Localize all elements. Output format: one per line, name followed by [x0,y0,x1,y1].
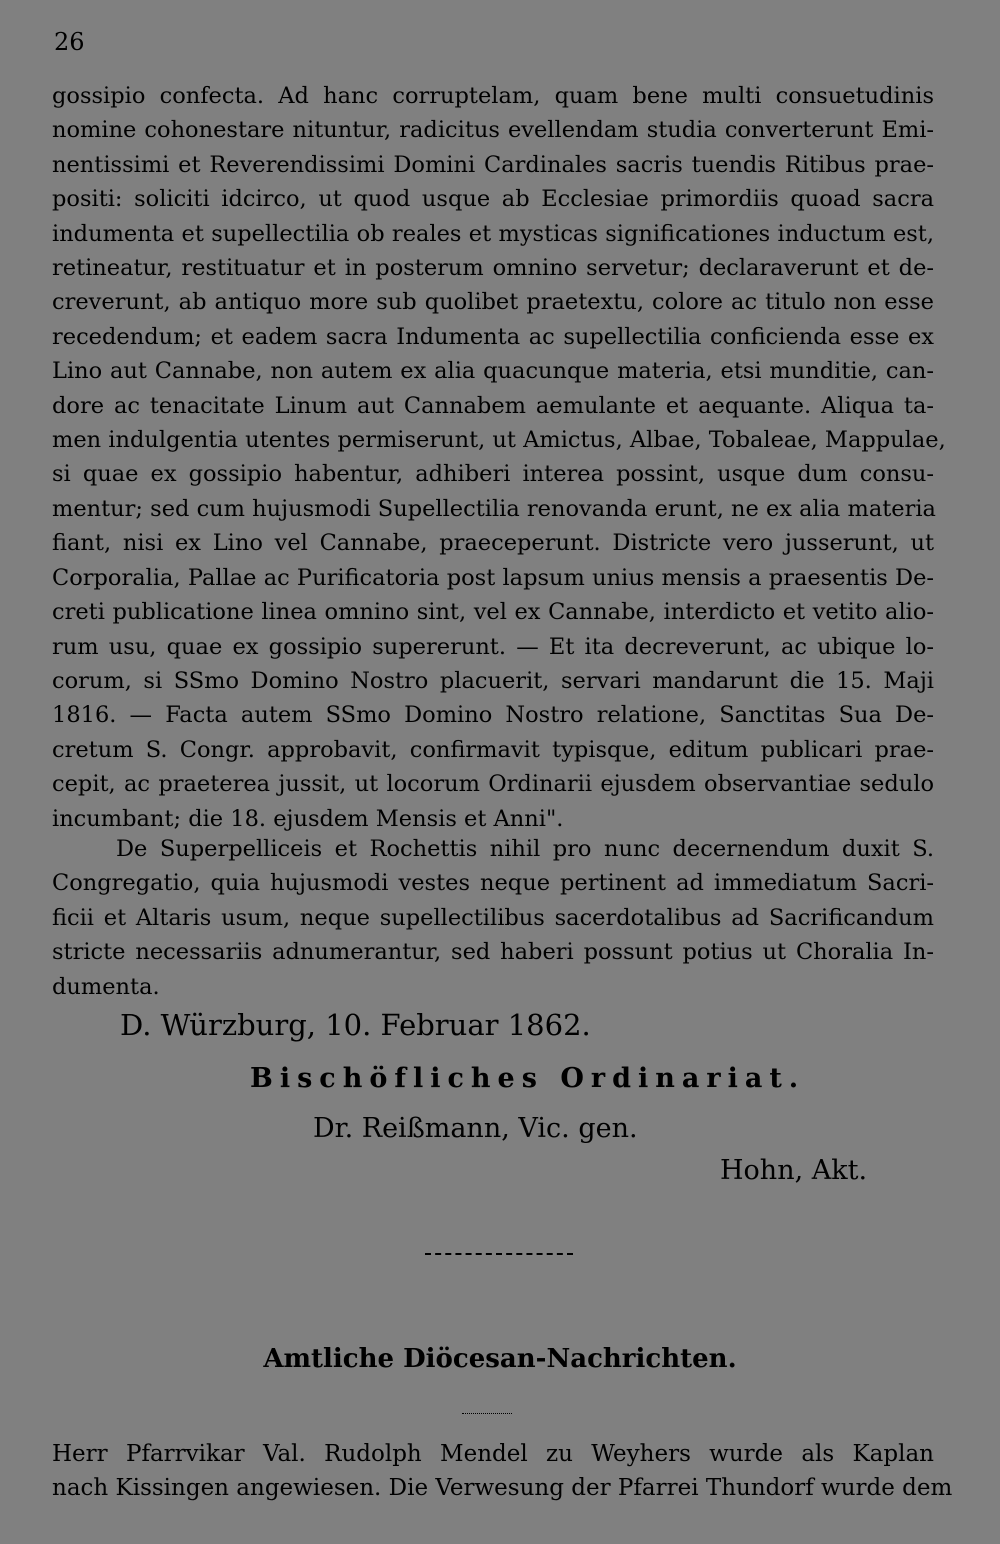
text-line: ficii et Altaris usum, neque supellectilibus sacerdotalibus ad Sacrificandum [52,904,934,931]
text-line: rum usu, quae ex gossipio supererunt. — Et ita decreverunt, ac ubique lo- [52,633,934,660]
text-line: nach Kissingen angewiesen. Die Verwesung der Pfarrei Thundorf wurde dem [52,1475,953,1501]
section-divider [425,1253,573,1255]
text-line: indumenta et supellectilia ob reales et mysticas significationes inductum est, [52,220,934,247]
signature-date-line: D. Würzburg, 10. Februar 1862. [120,1008,591,1042]
text-line: mentur; sed cum hujusmodi Supellectilia renovanda erunt, ne ex alia materia [52,495,936,522]
text-line: incumbant; die 18. ejusdem Mensis et Anni". [52,805,564,832]
text-line: retineatur, restituatur et in posterum omnino servetur; declaraverunt et de- [52,255,934,282]
signature-name: Dr. Reißmann, Vic. gen. [313,1113,638,1144]
text-line: stricte necessariis adnumerantur, sed haberi possunt potius ut Choralia In- [52,939,934,966]
text-line: si quae ex gossipio habentur, adhiberi interea possint, usque dum consu- [52,461,934,488]
text-line: cepit, ac praeterea jussit, ut locorum Ordinarii ejusdem observantiae sedulo [52,771,934,798]
text-line: Congregatio, quia hujusmodi vestes neque pertinent ad immediatum Sacri- [52,870,934,897]
text-line: dore ac tenacitate Linum aut Cannabem aemulante et aequante. Aliqua ta- [52,392,934,419]
text-line: 1816. — Facta autem SSmo Domino Nostro relatione, Sanctitas Sua De- [52,702,934,729]
text-line: creti publicatione linea omnino sint, vel ex Cannabe, interdicto et vetito alio- [52,599,934,626]
text-line: corum, si SSmo Domino Nostro placuerit, servari mandarunt die 15. Maji [52,667,934,694]
text-line: creverunt, ab antiquo more sub quolibet praetextu, colore ac titulo non esse [52,289,934,316]
page-number: 26 [54,28,85,56]
superpelliceis-paragraph [52,832,934,1004]
decree-paragraph [52,79,946,836]
text-line: Corporalia, Pallae ac Purificatoria post lapsum unius mensis a praesentis De- [52,564,934,591]
signature-office: Bischöfliches Ordinariat. [250,1063,806,1094]
section-heading: Amtliche Diöcesan-Nachrichten. [263,1344,737,1374]
text-line: gossipio confecta. Ad hanc corruptelam, quam bene multi consuetudinis [52,83,934,109]
text-line: De Superpelliceis et Rochettis nihil pro nunc decernendum duxit S. [116,836,934,862]
heading-divider [462,1413,512,1414]
signature-clerk: Hohn, Akt. [720,1155,868,1186]
text-line: Herr Pfarrvikar Val. Rudolph Mendel zu Weyhers wurde als Kaplan [52,1441,934,1467]
text-line: positi: soliciti idcirco, ut quod usque ab Ecclesiae primordiis quoad sacra [52,186,934,213]
text-line: Lino aut Cannabe, non autem ex alia quacunque materia, etsi munditie, can- [52,358,934,385]
text-line: nomine cohonestare nituntur, radicitus evellendam studia converterunt Emi- [52,117,934,144]
text-line: men indulgentia utentes permiserunt, ut Amictus, Albae, Tobaleae, Mappulae, [52,427,946,454]
text-line: fiant, nisi ex Lino vel Cannabe, praeceperunt. Districte vero jusserunt, ut [52,530,934,557]
text-line: recedendum; et eadem sacra Indumenta ac supellectilia conficienda esse ex [52,323,934,350]
news-paragraph [52,1437,953,1505]
text-line: nentissimi et Reverendissimi Domini Cardinales sacris tuendis Ritibus prae- [52,151,934,178]
text-line: cretum S. Congr. approbavit, confirmavit typisque, editum publicari prae- [52,736,934,763]
text-line: dumenta. [52,973,160,1000]
